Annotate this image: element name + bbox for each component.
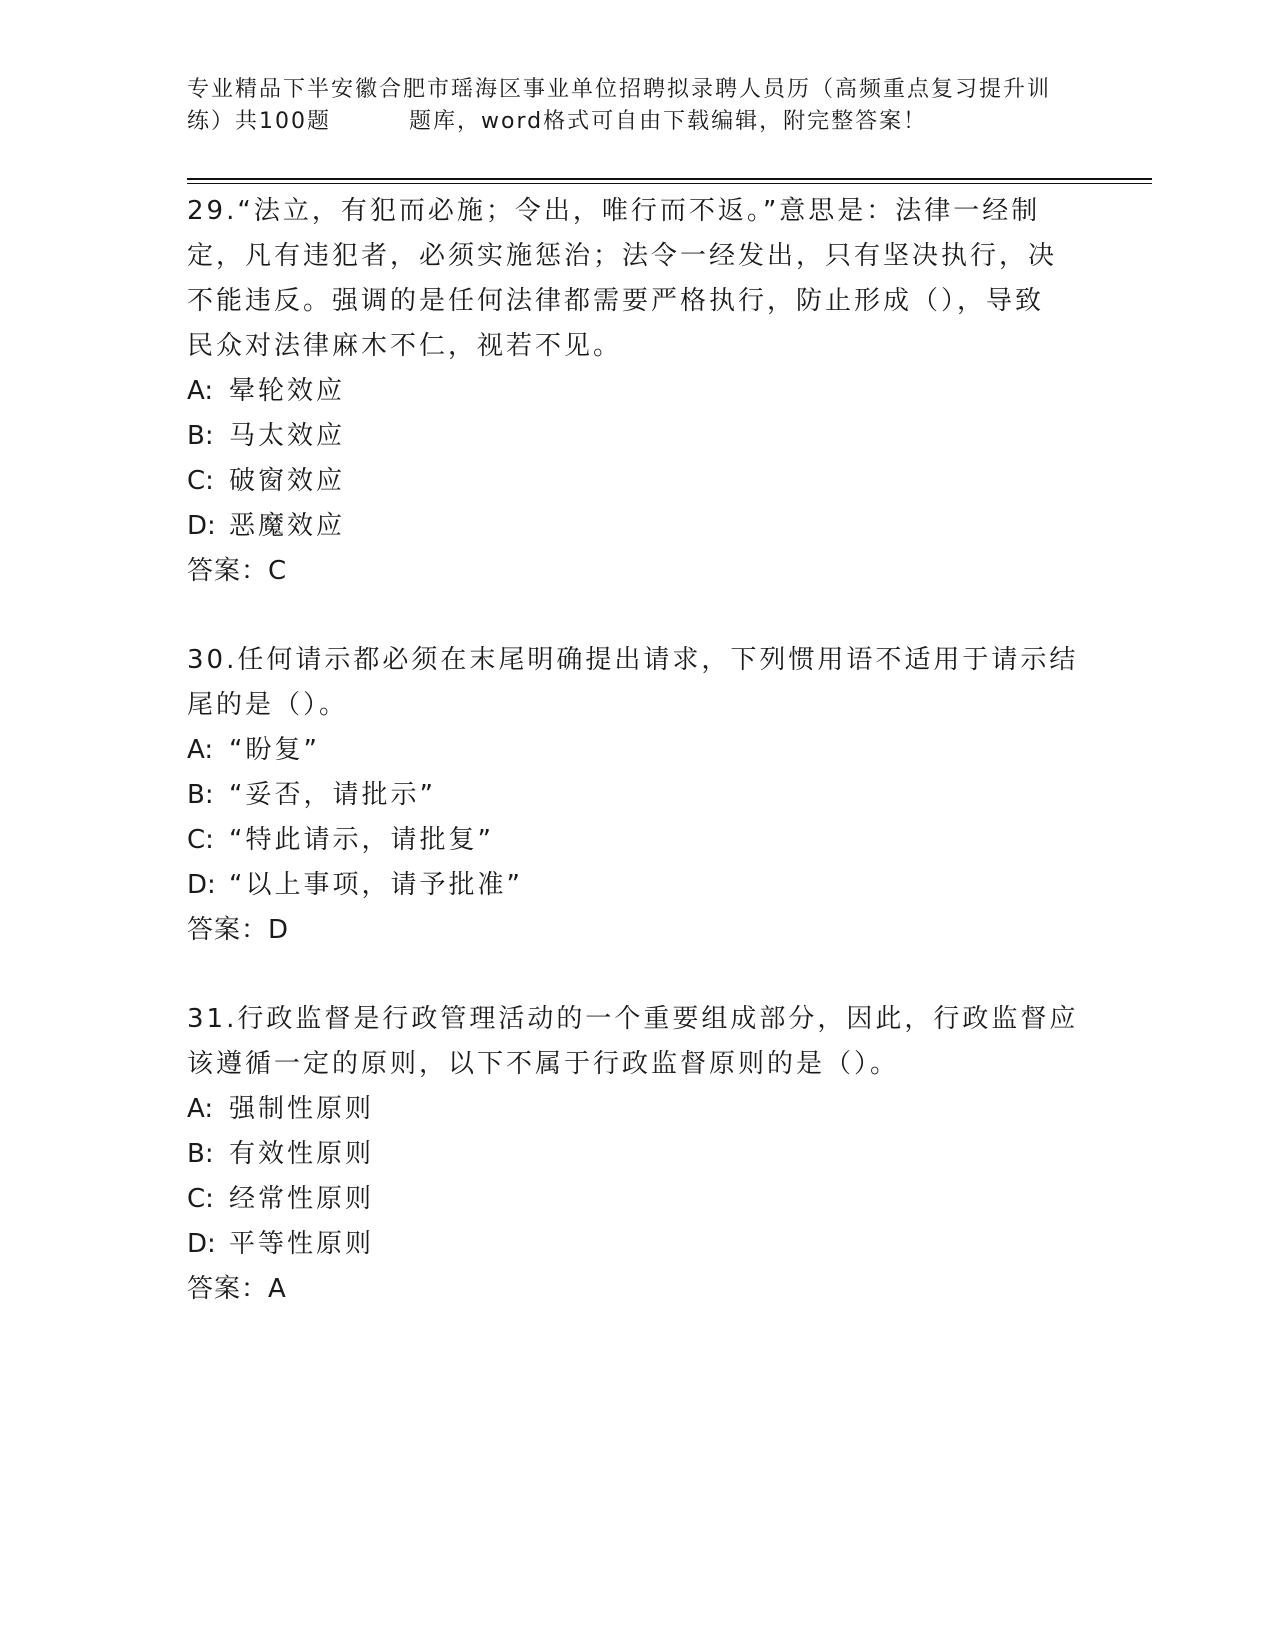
- option-letter: C:: [187, 1184, 214, 1214]
- option-d: [187, 504, 1087, 549]
- question-list: [187, 189, 1087, 1312]
- option-c: [187, 1177, 1087, 1222]
- question-spacer: [187, 953, 1087, 997]
- header-line-1: 专业精品下半安徽合肥市瑶海区事业单位招聘拟录聘人员历（高频重点复习提升训: [187, 77, 1052, 102]
- option-text: 恶魔效应: [229, 511, 346, 541]
- stem-line: 定，凡有违犯者，必须实施惩治；法令一经发出，只有坚决执行，决: [187, 241, 1058, 271]
- header-rule-thick: [187, 178, 1152, 180]
- option-b: [187, 773, 1087, 818]
- question-spacer: [187, 594, 1087, 638]
- question-31: [187, 997, 1087, 1312]
- stem-line: 30.任何请示都必须在末尾明确提出请求，下列惯用语不适用于请示结: [187, 645, 1079, 675]
- option-c: [187, 818, 1087, 863]
- option-letter: B:: [187, 421, 214, 451]
- answer-line: 答案：C: [187, 556, 288, 586]
- document-header: [187, 74, 1087, 138]
- header-rule-thin: [187, 183, 1152, 184]
- stem-line: 29.“法立，有犯而必施；令出，唯行而不返。”意思是：法律一经制: [187, 196, 1041, 226]
- stem-line: 该遵循一定的原则，以下不属于行政监督原则的是（）。: [187, 1049, 900, 1079]
- option-text: 晕轮效应: [229, 376, 346, 406]
- question-stem: [187, 638, 1087, 728]
- option-text: 经常性原则: [229, 1184, 375, 1214]
- option-d: [187, 863, 1087, 908]
- option-text: 破窗效应: [229, 466, 346, 496]
- option-b: [187, 414, 1087, 459]
- option-a: [187, 1087, 1087, 1132]
- option-letter: D:: [187, 511, 216, 541]
- option-text: “特此请示，请批复”: [229, 825, 494, 855]
- question-stem: [187, 189, 1087, 369]
- option-text: 有效性原则: [229, 1139, 375, 1169]
- option-letter: C:: [187, 466, 214, 496]
- option-letter: D:: [187, 870, 216, 900]
- stem-line: 民众对法律麻木不仁，视若不见。: [187, 331, 623, 361]
- header-line-2-part-2: 题库，word格式可自由下载编辑，附完整答案！: [409, 109, 928, 134]
- stem-line: 不能违反。强调的是任何法律都需要严格执行，防止形成（），导致: [187, 286, 1045, 316]
- stem-line: 尾的是（）。: [187, 690, 349, 720]
- answer-line: 答案：A: [187, 1274, 287, 1304]
- option-text: 马太效应: [229, 421, 346, 451]
- option-a: [187, 369, 1087, 414]
- option-letter: C:: [187, 825, 214, 855]
- option-text: “盼复”: [229, 735, 320, 765]
- question-30: [187, 638, 1087, 953]
- option-letter: A:: [187, 1094, 214, 1124]
- header-line-2: [187, 106, 1087, 138]
- option-d: [187, 1222, 1087, 1267]
- option-letter: B:: [187, 780, 214, 810]
- question-stem: [187, 997, 1087, 1087]
- stem-line: 31.行政监督是行政管理活动的一个重要组成部分，因此，行政监督应: [187, 1004, 1079, 1034]
- header-line-2-part-1: 练）共100题: [187, 109, 331, 134]
- option-letter: A:: [187, 735, 214, 765]
- option-letter: B:: [187, 1139, 214, 1169]
- option-text: “妥否，请批示”: [229, 780, 436, 810]
- option-text: 强制性原则: [229, 1094, 375, 1124]
- option-text: 平等性原则: [229, 1229, 375, 1259]
- answer-line: 答案：D: [187, 915, 290, 945]
- option-text: “以上事项，请予批准”: [229, 870, 523, 900]
- option-c: [187, 459, 1087, 504]
- question-29: [187, 189, 1087, 594]
- option-b: [187, 1132, 1087, 1177]
- option-letter: A:: [187, 376, 214, 406]
- option-a: [187, 728, 1087, 773]
- option-letter: D:: [187, 1229, 216, 1259]
